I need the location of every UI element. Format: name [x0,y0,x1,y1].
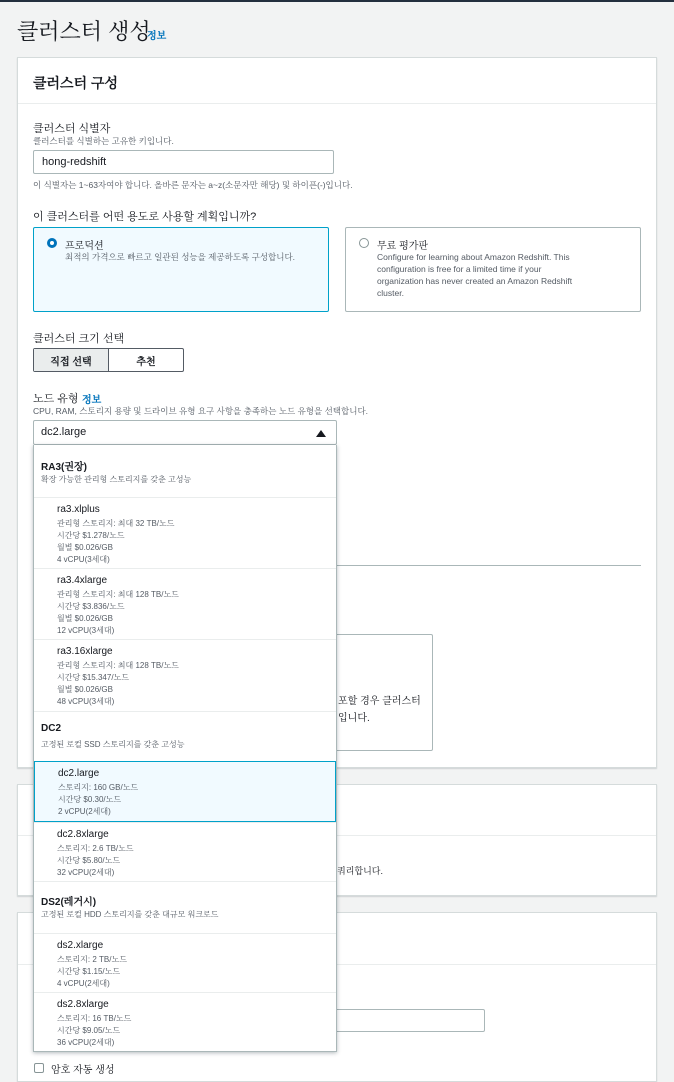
usage-question: 이 클러스터를 어떤 용도로 사용할 계획입니까? [33,211,257,223]
option-detail: 12 vCPU(3세대) [57,626,115,635]
panel-title: 클러스터 구성 [33,75,119,91]
option-detail: 시간당 $15.347/노드 [57,673,130,682]
group-title: DC2 [41,723,62,734]
option-name: dc2.8xlarge [57,829,109,840]
segment-manual[interactable]: 직접 선택 [34,349,109,371]
option-detail: 월별 $0.026/GB [57,685,113,694]
option-name: ds2.8xlarge [57,999,109,1010]
dropdown-option-dc2-large[interactable] [34,761,336,822]
free-trial-desc-line: configuration is free for a limited time if your [377,264,542,274]
option-detail: 스토리지: 16 TB/노드 [57,1014,132,1023]
group-description: 고정된 로컬 HDD 스토리지를 갖춘 대규모 워크로드 [41,910,219,919]
auto-password-label: 암호 자동 생성 [51,1065,115,1076]
option-detail: 관리형 스토리지: 최대 128 TB/노드 [57,590,179,599]
option-detail: 시간당 $5.80/노드 [57,856,121,865]
dropdown-group-dc2 [34,711,336,761]
option-detail: 스토리지: 160 GB/노드 [58,783,139,792]
group-title: DS2(레거시) [41,897,97,908]
cluster-size-label: 클러스터 크기 선택 [33,333,125,345]
page-title: 클러스터 생성 [17,19,151,44]
dropdown-option-ra3-4xlarge[interactable] [34,568,336,639]
dropdown-group-ds2 [34,881,336,933]
option-detail: 스토리지: 2 TB/노드 [57,955,127,964]
option-detail: 스토리지: 2.6 TB/노드 [57,844,134,853]
option-detail: 관리형 스토리지: 최대 128 TB/노드 [57,661,179,670]
option-detail: 관리형 스토리지: 최대 32 TB/노드 [57,519,175,528]
auto-password-checkbox[interactable] [34,1063,44,1073]
option-name: ra3.16xlarge [57,646,113,657]
section-divider [337,565,641,566]
node-type-selected-value: dc2.large [41,426,87,438]
option-name: ds2.xlarge [57,940,104,951]
option-detail: 4 vCPU(3세대) [57,555,110,564]
group-description: 고정된 로컬 SSD 스토리지를 갖춘 고성능 [41,740,185,749]
production-title: 프로덕션 [65,241,104,252]
panel-header [18,58,656,104]
free-trial-radio[interactable] [359,238,369,248]
cluster-size-segmented-control [33,348,184,372]
free-trial-desc-line: organization has never created an Amazon Redshift [377,276,573,286]
group-title: RA3(권장) [41,462,87,473]
dropdown-option-ra3-16xlarge[interactable] [34,639,336,711]
cluster-identifier-label: 클러스터 식별자 [33,123,111,135]
free-trial-desc-line: Configure for learning about Amazon Redshift. This [377,252,570,262]
background-tile-text: 입니다. [338,713,370,724]
free-trial-desc-line: cluster. [377,288,404,298]
node-type-dropdown [33,445,337,1052]
caret-up-icon [316,430,326,437]
free-trial-tile[interactable] [345,227,641,312]
option-detail: 시간당 $9.05/노드 [57,1026,121,1035]
option-detail: 시간당 $3.836/노드 [57,602,125,611]
option-name: ra3.4xlarge [57,575,108,586]
dropdown-option-dc2-8xlarge[interactable] [34,822,336,881]
dropdown-group-ra3 [34,445,336,497]
free-trial-description [377,251,572,299]
production-radio[interactable] [47,238,57,248]
option-detail: 월별 $0.026/GB [57,614,113,623]
option-detail: 시간당 $1.15/노드 [57,967,121,976]
dropdown-option-ra3-xlplus[interactable] [34,497,336,568]
option-detail: 4 vCPU(2세대) [57,979,110,988]
option-detail: 48 vCPU(3세대) [57,697,115,706]
node-type-select[interactable] [33,420,337,445]
production-tile[interactable] [33,227,329,312]
top-nav-bar [0,0,674,2]
node-type-label: 노드 유형 [33,393,79,405]
page-info-link[interactable]: 정보 [147,31,167,42]
production-description: 최적의 가격으로 빠르고 일관된 성능을 제공하도록 구성합니다. [65,252,296,262]
cluster-identifier-input[interactable]: hong-redshift [33,150,334,174]
cluster-identifier-description: 클러스터를 식별하는 고유한 키입니다. [33,136,174,146]
free-trial-title: 무료 평가판 [377,241,429,252]
option-detail: 시간당 $0.30/노드 [58,795,122,804]
segment-recommended[interactable]: 추천 [136,356,156,368]
option-detail: 32 vCPU(2세대) [57,868,115,877]
option-detail: 월별 $0.026/GB [57,543,113,552]
background-tile-text: 포할 경우 클러스터 [338,696,421,707]
node-type-description: CPU, RAM, 스토리지 용량 및 드라이브 유형 요구 사항을 충족하는 노드 유형을 선택합니다. [33,406,369,416]
group-description: 확장 가능한 관리형 스토리지를 갖춘 고성능 [41,475,192,484]
node-type-info-link[interactable]: 정보 [82,395,102,406]
cluster-identifier-constraint: 이 식별자는 1~63자여야 합니다. 올바른 문자는 a~z(소문자만 해당) 및 하이픈(-)입니다. [33,180,353,190]
dropdown-option-ds2-8xlarge[interactable] [34,992,336,1052]
option-detail: 2 vCPU(2세대) [58,807,111,816]
option-name: ra3.xlplus [57,504,100,515]
option-name: dc2.large [58,768,100,779]
option-detail: 시간당 $1.278/노드 [57,531,125,540]
option-detail: 36 vCPU(2세대) [57,1038,115,1047]
dropdown-option-ds2-xlarge[interactable] [34,933,336,992]
second-panel-text: 쿼리합니다. [337,866,383,876]
